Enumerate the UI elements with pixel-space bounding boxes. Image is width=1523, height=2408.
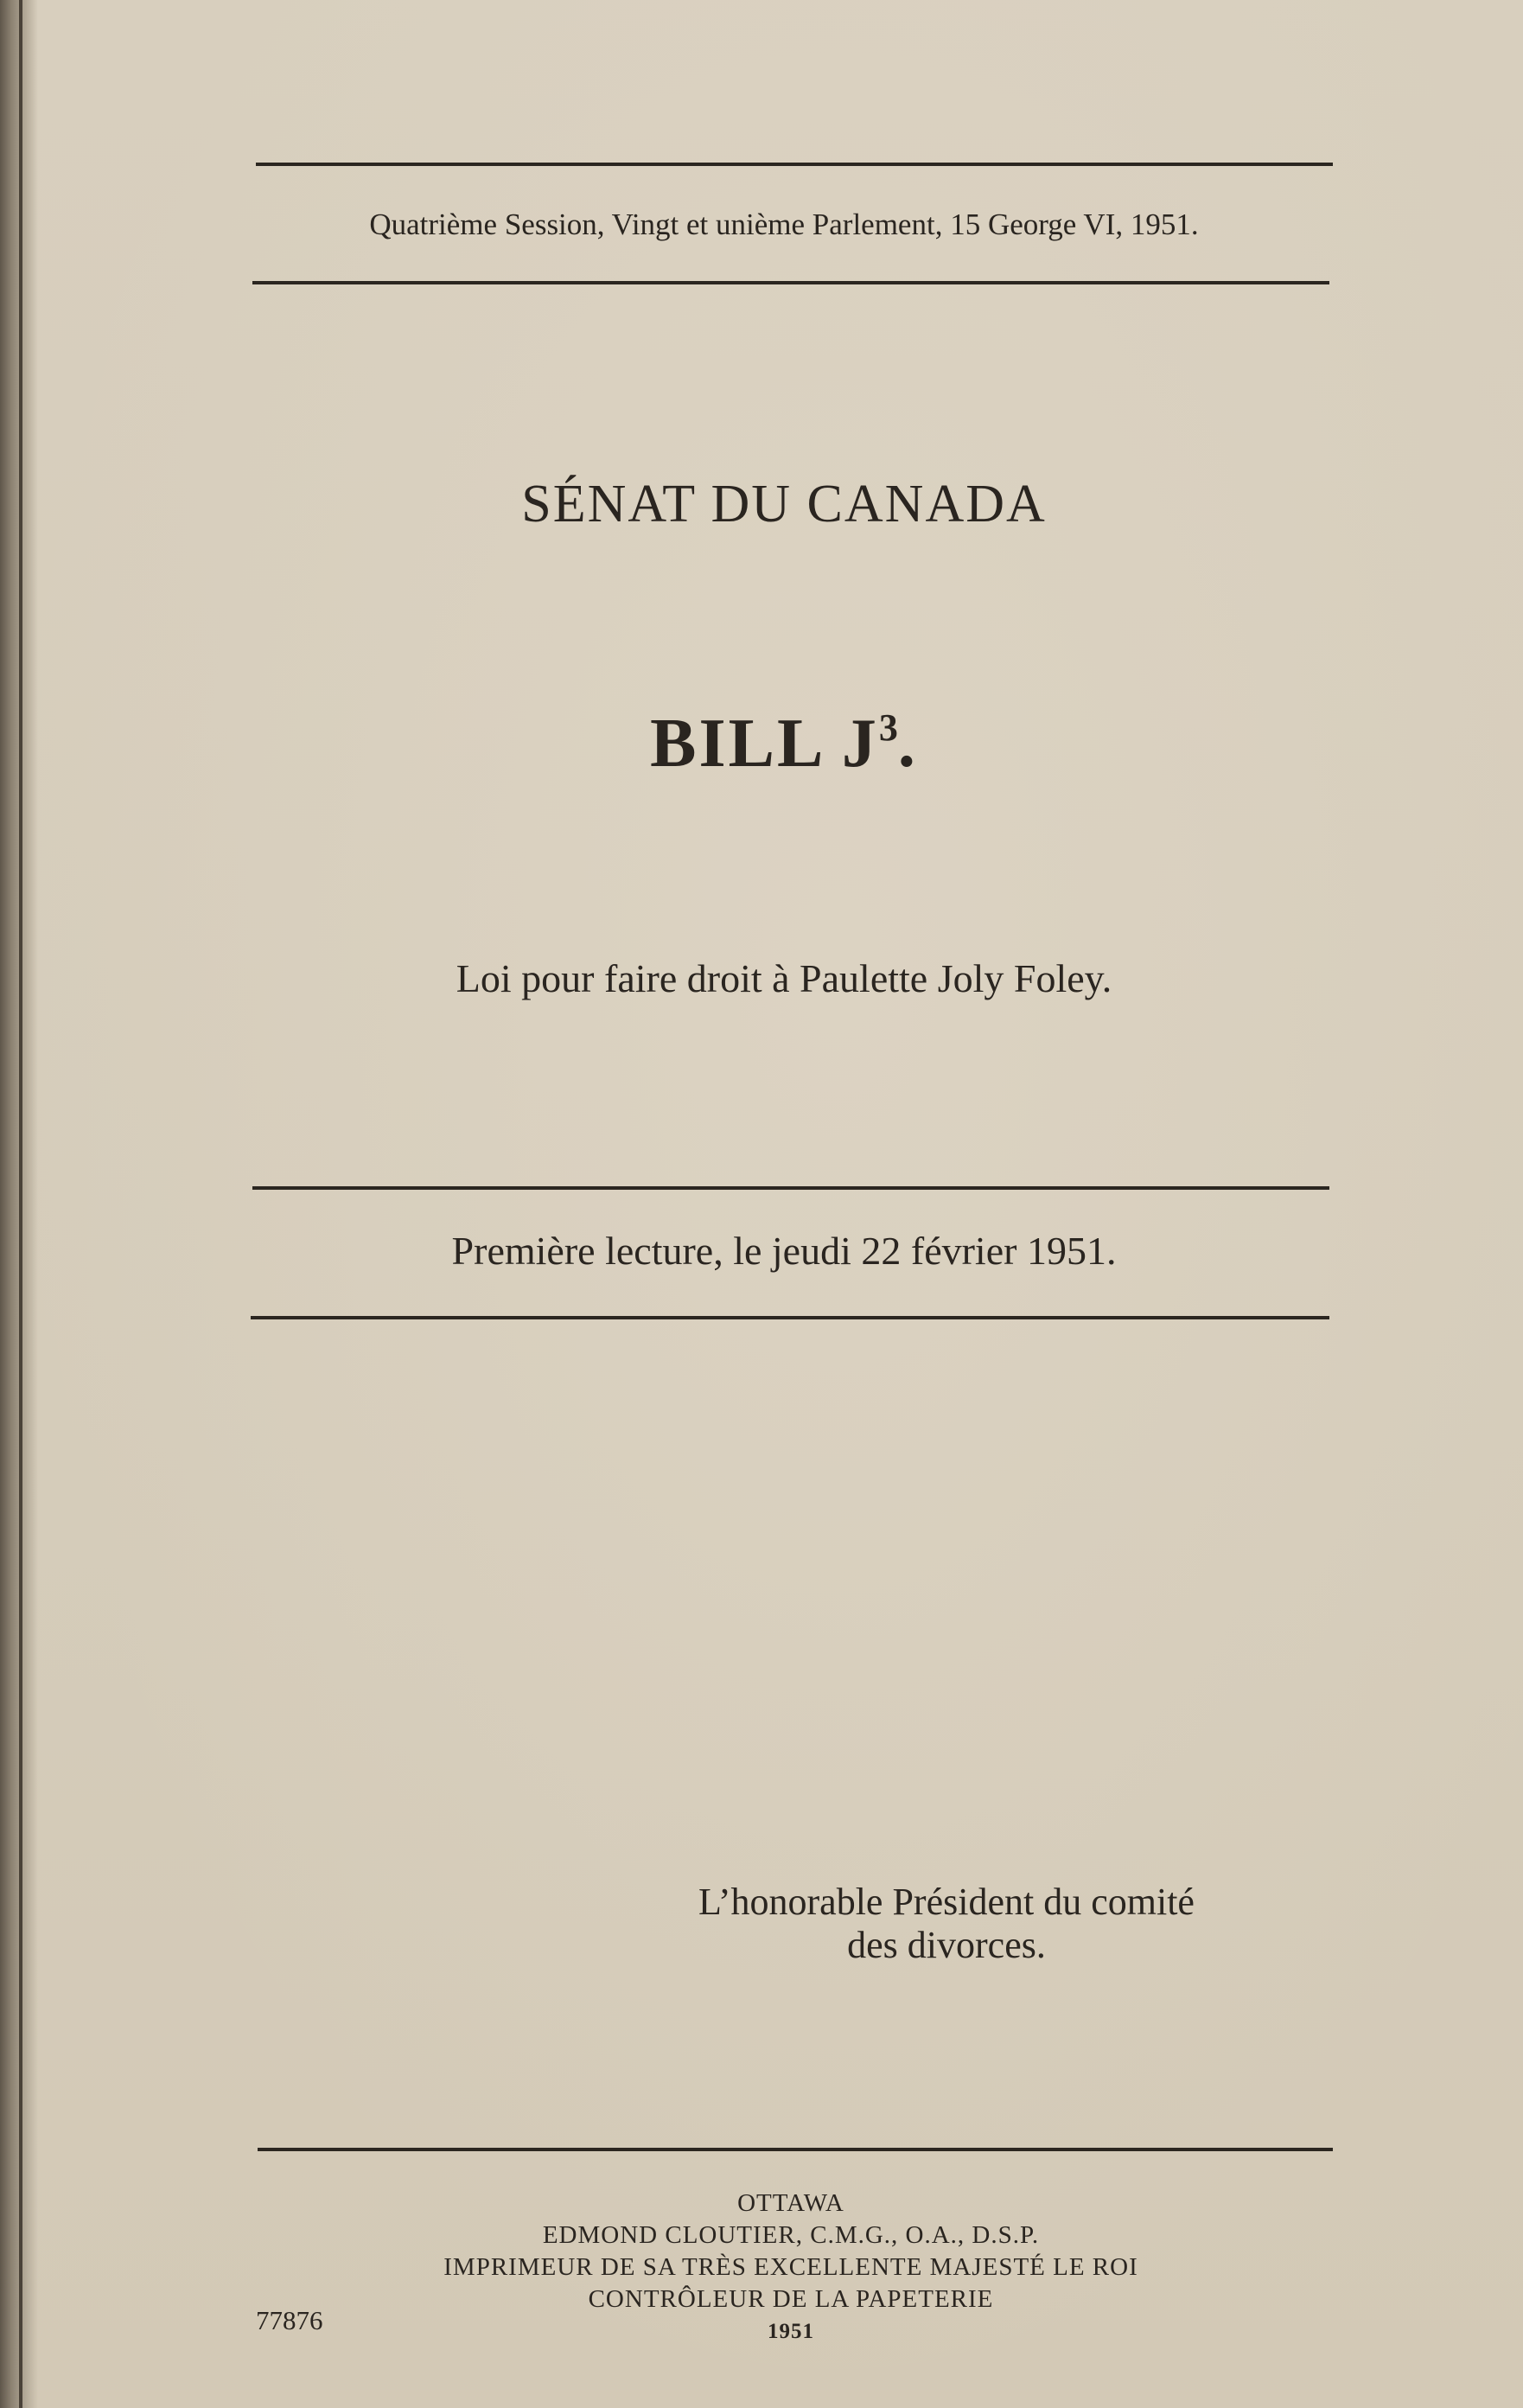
session-line: Quatrième Session, Vingt et unième Parlement, 15 George VI, 1951. (369, 208, 1199, 241)
senate-heading: SÉNAT DU CANADA (521, 475, 1047, 533)
imprint-year: 1951 (768, 2320, 814, 2343)
top-rule (256, 163, 1333, 166)
bill-number (22, 705, 1523, 783)
imprint-title-2: CONTRÔLEUR DE LA PAPETERIE (588, 2285, 994, 2313)
bill-prefix: BILL J (650, 706, 879, 782)
first-reading: Première lecture, le jeudi 22 février 1951. (451, 1229, 1117, 1273)
bill-title: Loi pour faire droit à Paulette Joly Foley. (456, 956, 1112, 1000)
binding-line (19, 0, 22, 2408)
sponsor-block (644, 1881, 1249, 1967)
session-rule (252, 281, 1329, 284)
sponsor-line-1: L’honorable Président du comité (698, 1881, 1195, 1923)
reading-top-rule (252, 1186, 1329, 1190)
bill-suffix: . (897, 706, 918, 782)
sponsor-line-2: des divorces. (847, 1924, 1046, 1966)
reading-bottom-rule (251, 1316, 1329, 1319)
imprint-title-1: IMPRIMEUR DE SA TRÈS EXCELLENTE MAJESTÉ LE ROI (443, 2253, 1138, 2281)
imprint-block (328, 2188, 1253, 2347)
imprint-printer: EDMOND CLOUTIER, C.M.G., O.A., D.S.P. (542, 2221, 1040, 2249)
bill-superscript: 3 (878, 706, 898, 749)
job-number: 77876 (256, 2305, 323, 2335)
imprint-rule (258, 2148, 1333, 2151)
imprint-city: OTTAWA (737, 2189, 844, 2217)
